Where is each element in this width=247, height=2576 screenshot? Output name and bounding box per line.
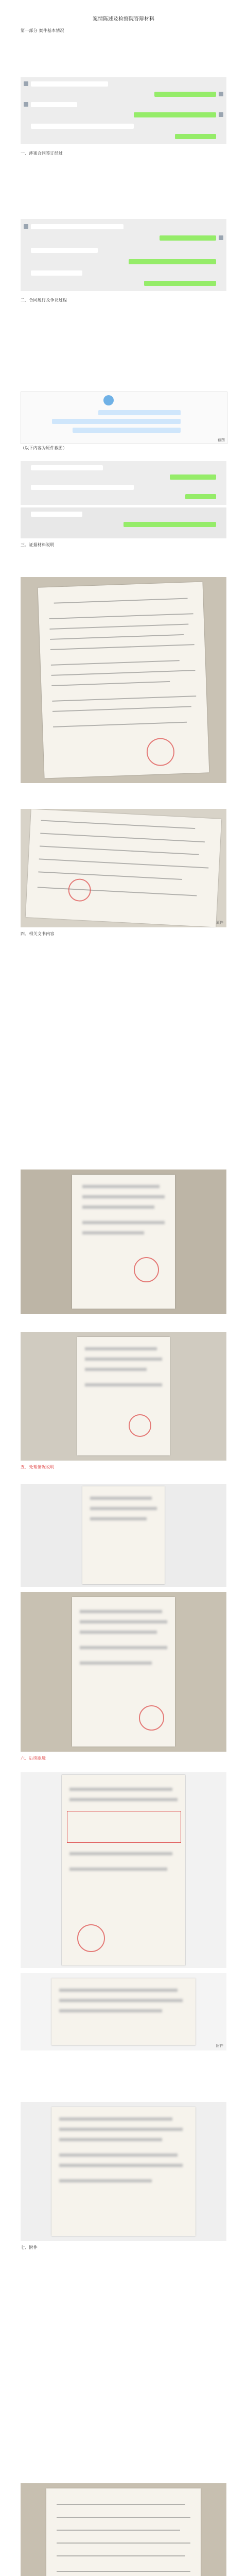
- avatar: [219, 92, 223, 96]
- document-photo-1: [21, 577, 226, 783]
- paragraph-heading: 三、证据材料说明: [21, 543, 55, 547]
- paragraph-9: 五、处理情况说明: [21, 1465, 55, 1469]
- chat-screenshot-1: [21, 77, 226, 144]
- document-photo-5: [21, 1484, 226, 1587]
- paragraph-5: [21, 541, 226, 574]
- paragraph-3: [21, 296, 226, 392]
- phone-screenshot: 截图: [21, 392, 227, 444]
- paragraph-12: [21, 2244, 226, 2481]
- document-photo-10: [21, 2483, 226, 2576]
- paragraph-heading: 四、相关文书内容: [21, 931, 55, 936]
- paragraph-8: [21, 1316, 226, 1329]
- document-photo-6: [21, 1592, 226, 1752]
- paragraph-10: 六、后续跟进: [21, 1756, 46, 1760]
- document-page: [14, 0, 233, 2576]
- avatar: [24, 81, 28, 86]
- paragraph-11: [21, 2053, 226, 2099]
- avatar: [219, 112, 223, 117]
- chat-screenshot-3: [21, 461, 226, 505]
- paragraph-heading: 一、涉案合同签订经过: [21, 151, 63, 156]
- document-photo-4: [21, 1332, 226, 1461]
- paragraph-heading: 七、附件: [21, 2245, 38, 2250]
- document-photo-7: [21, 1772, 226, 1968]
- paragraph-6: [21, 786, 226, 806]
- paragraph-2: [21, 149, 226, 216]
- page-title: 案情陈述及检察院答辩材料: [93, 16, 154, 22]
- document-photo-8: 附件: [21, 1973, 226, 2050]
- document-photo-2: 原件: [21, 809, 226, 927]
- document-photo-3: [21, 1170, 226, 1314]
- chat-screenshot-2: [21, 219, 226, 291]
- document-photo-9: [21, 2102, 226, 2241]
- paragraph-heading: 二、合同履行及争议过程: [21, 298, 67, 302]
- avatar: [24, 102, 28, 107]
- paragraph-7: [21, 930, 226, 1167]
- paragraph-1: [21, 27, 226, 78]
- paragraph-4: （以下内容为原件截图）: [21, 446, 67, 450]
- paragraph-heading: 第一部分 案件基本情况: [21, 28, 64, 33]
- chat-screenshot-4: [21, 507, 226, 538]
